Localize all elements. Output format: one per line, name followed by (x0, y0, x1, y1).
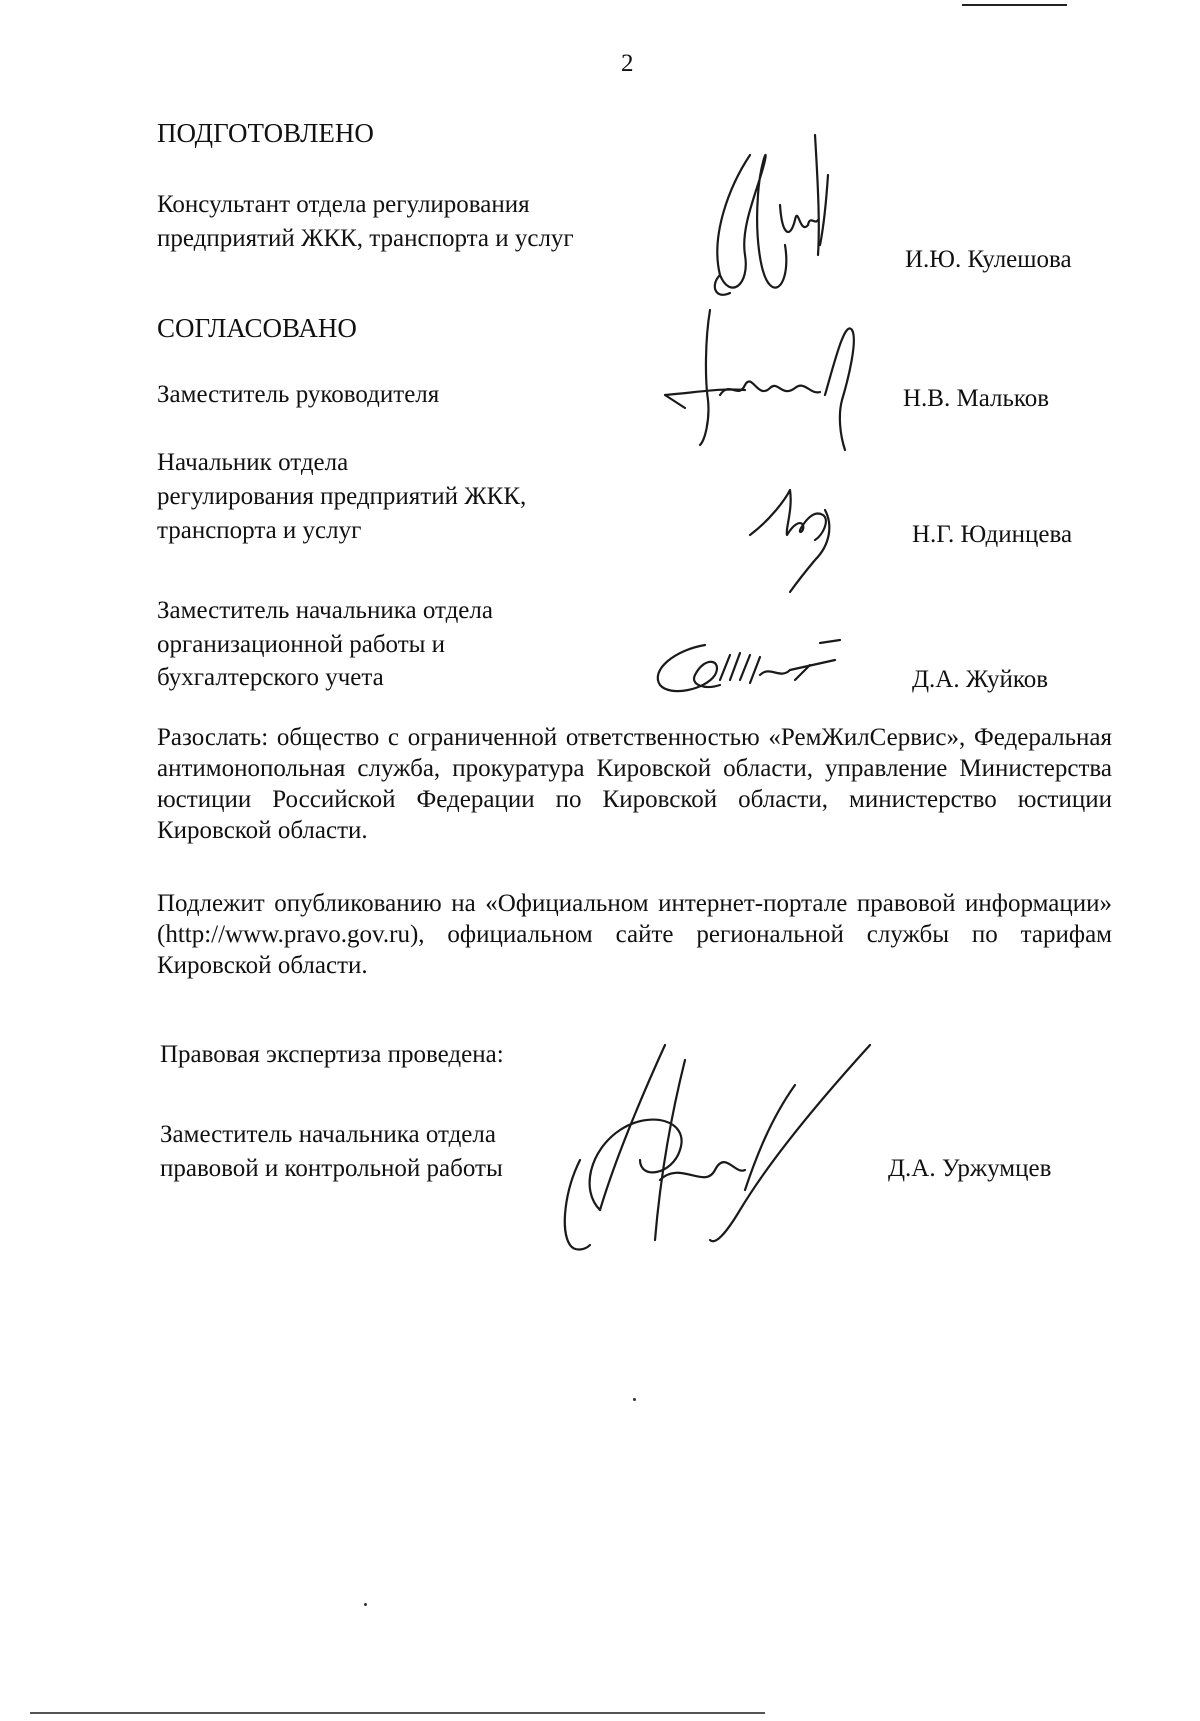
legal-review-position-line-1: Заместитель начальника отдела (160, 1121, 496, 1148)
agreed-signer-3-position-line-3: бухгалтерского учета (157, 664, 384, 691)
scan-speck (633, 1398, 636, 1401)
agreed-signer-2-position-line-1: Начальник отдела (157, 449, 349, 476)
signature-urzhumtsev (540, 1040, 880, 1250)
legal-review-heading: Правовая экспертиза проведена: (160, 1041, 504, 1068)
scan-speck (364, 1603, 367, 1606)
prepared-position-line-1: Консультант отдела регулирования (157, 191, 530, 218)
agreed-signer-2-position-line-2: регулирования предприятий ЖКК, (157, 483, 527, 510)
agreed-signer-3-position-line-2: организационной работы и (157, 631, 446, 658)
agreed-signer-3-name: Д.А. Жуйков (912, 666, 1049, 693)
legal-review-signer-name: Д.А. Уржумцев (888, 1155, 1052, 1182)
top-scan-line (962, 4, 1067, 6)
prepared-signer-name: И.Ю. Кулешова (905, 246, 1072, 273)
prepared-position-line-2: предприятий ЖКК, транспорта и услуг (157, 225, 574, 252)
prepared-heading: ПОДГОТОВЛЕНО (157, 118, 374, 148)
agreed-signer-2-position-line-3: транспорта и услуг (157, 517, 362, 544)
signature-zhuykov (645, 635, 845, 700)
signature-malkov (660, 300, 875, 460)
agreed-heading: СОГЛАСОВАНО (157, 313, 357, 343)
agreed-signer-1-position: Заместитель руководителя (157, 381, 440, 408)
agreed-signer-2-name: Н.Г. Юдинцева (912, 521, 1073, 548)
agreed-signer-3-position-line-1: Заместитель начальника отдела (157, 597, 493, 624)
legal-review-position-line-2: правовой и контрольной работы (160, 1155, 503, 1182)
signature-kuleshova (690, 125, 840, 305)
agreed-signer-1-name: Н.В. Мальков (903, 385, 1050, 412)
bottom-scan-line (30, 1712, 765, 1714)
signature-yudintseva (745, 480, 855, 595)
publication-note: Подлежит опубликованию на «Официальном интернет-портале правовой информации» (http://www.pravo.gov.ru), официальном сайте региональной службы по тарифам Кировской области. (157, 890, 1112, 979)
distribution-list: Разослать: общество с ограниченной ответственностью «РемЖилСервис», Федеральная антимонопольная служба, прокуратура Кировской области, управление Министерства юстиции Российской Федерации по Кировской области, министерство юстиции Кировской области. (157, 724, 1112, 844)
page-number: 2 (621, 50, 634, 77)
